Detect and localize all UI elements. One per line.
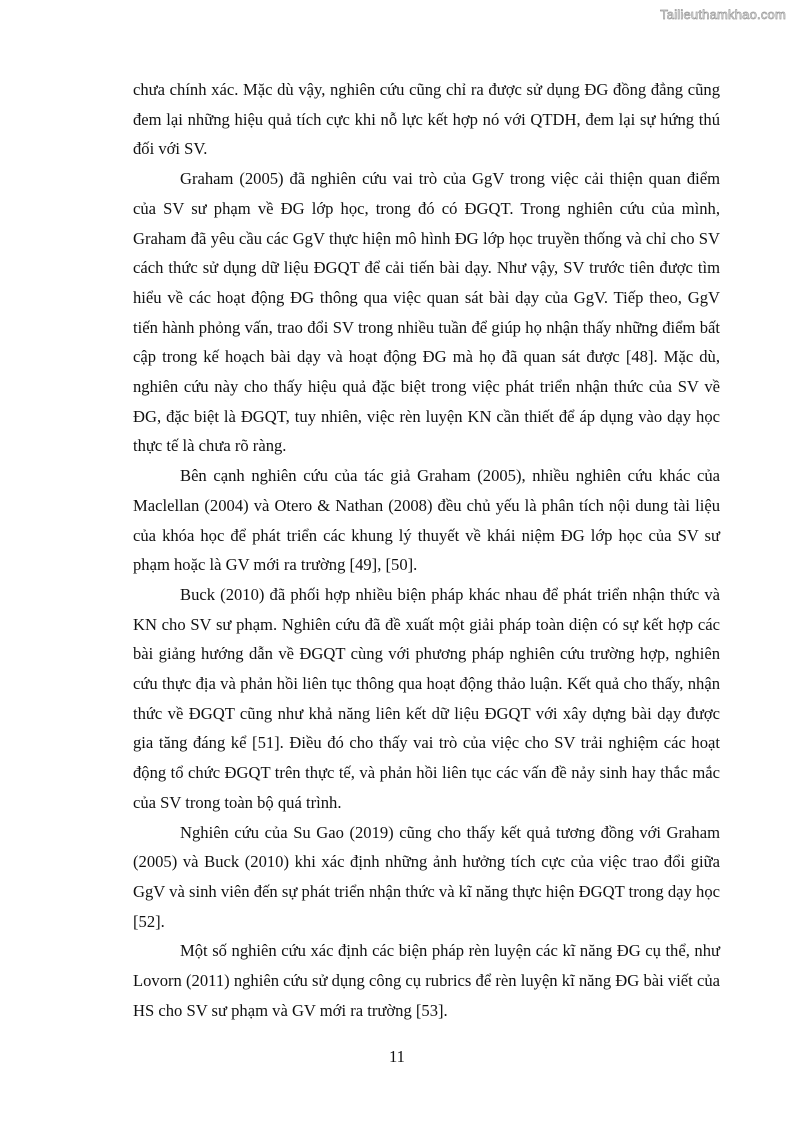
- page-number: 11: [389, 1047, 405, 1066]
- watermark-text: Tailieuthamkhao.com: [660, 7, 786, 22]
- paragraph-lovorn: Một số nghiên cứu xác định các biện pháp rèn luyện các kĩ năng ĐG cụ thể, như Lovorn (2011) nghiên cứu sử dụng công cụ rubrics để rèn luyện kĩ năng ĐG bài viết của HS cho SV sư phạm và GV mới ra trường [53].: [133, 941, 720, 1020]
- paragraph-buck: Buck (2010) đã phối hợp nhiều biện pháp khác nhau để phát triển nhận thức và KN cho SV sư phạm. Nghiên cứu đã đề xuất một giải pháp toàn diện có sự kết hợp các bài giảng hướng dẫn về ĐGQT cùng với phương pháp nghiên cứu trường hợp, nghiên cứu thực địa và phản hồi liên tục thông qua hoạt động thảo luận. Kết quả cho thấy, nhận thức về ĐGQT cũng như khả năng liên kết dữ liệu ĐGQT với xây dựng bài dạy được gia tăng đáng kể [51]. Điều đó cho thấy vai trò của việc cho SV trải nghiệm các hoạt động tổ chức ĐGQT trên thực tế, và phản hồi liên tục các vấn đề nảy sinh hay thắc mắc của SV trong toàn bộ quá trình.: [133, 584, 720, 812]
- paragraph-su-gao: Nghiên cứu của Su Gao (2019) cũng cho thấy kết quả tương đồng với Graham (2005) và Buck (2010) khi xác định những ảnh hưởng tích cực của việc trao đổi giữa GgV và sinh viên đến sự phát triển nhận thức và kĩ năng thực hiện ĐGQT trong dạy học [52].: [133, 822, 720, 931]
- document-body: [133, 75, 720, 1026]
- paragraph-maclellan-otero: Bên cạnh nghiên cứu của tác giả Graham (2005), nhiều nghiên cứu khác của Maclellan (2004) và Otero & Nathan (2008) đều chủ yếu là phân tích nội dung tài liệu của khóa học để phát triển các khung lý thuyết về khái niệm ĐG lớp học của SV sư phạm hoặc là GV mới ra trường [49], [50].: [133, 466, 720, 575]
- paragraph-graham: Graham (2005) đã nghiên cứu vai trò của GgV trong việc cải thiện quan điểm của SV sư phạm về ĐG lớp học, trong đó có ĐGQT. Trong nghiên cứu của mình, Graham đã yêu cầu các GgV thực hiện mô hình ĐG lớp học truyền thống và chỉ cho SV cách thức sử dụng dữ liệu ĐGQT để cải tiến bài dạy. Như vậy, SV trước tiên được tìm hiểu về các hoạt động ĐG thông qua việc quan sát bài dạy của GgV. Tiếp theo, GgV tiến hành phỏng vấn, trao đổi SV trong nhiều tuần để giúp họ nhận thấy những điểm bất cập trong kế hoạch bài dạy và hoạt động ĐG mà họ đã quan sát được [48]. Mặc dù, nghiên cứu này cho thấy hiệu quả đặc biệt trong việc phát triển nhận thức của SV về ĐG, đặc biệt là ĐGQT, tuy nhiên, việc rèn luyện KN cần thiết để áp dụng vào dạy học thực tế là chưa rõ ràng.: [133, 169, 720, 456]
- paragraph-continued: chưa chính xác. Mặc dù vậy, nghiên cứu cũng chỉ ra được sử dụng ĐG đồng đẳng cũng đem lại những hiệu quả tích cực khi nỗ lực kết hợp nó với QTDH, đem lại sự hứng thú đối với SV.: [133, 80, 720, 159]
